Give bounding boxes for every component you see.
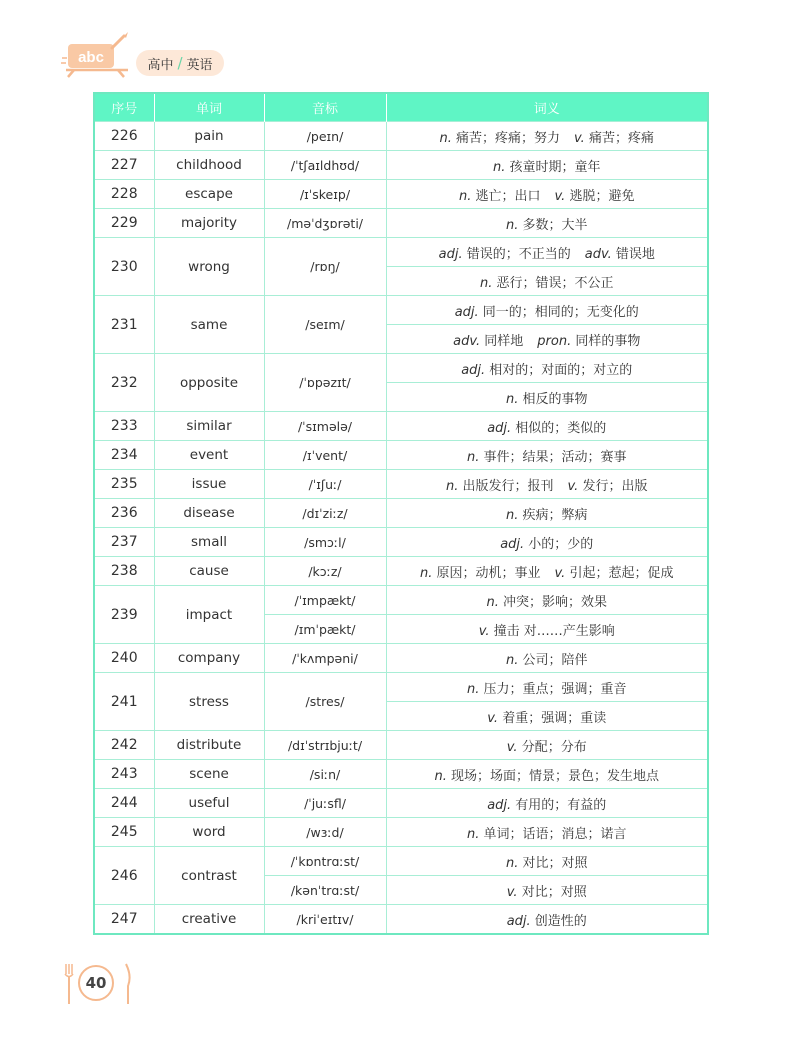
- entry-number: 245: [94, 818, 154, 847]
- entry-number: 231: [94, 296, 154, 354]
- entry-word: childhood: [154, 151, 264, 180]
- table-row: [94, 354, 708, 383]
- table-row: [94, 499, 708, 528]
- part-of-speech: n.: [505, 855, 519, 871]
- meaning-text: 出版发行；报刊: [458, 478, 554, 494]
- entry-word: stress: [154, 673, 264, 731]
- entry-number: 228: [94, 180, 154, 209]
- part-of-speech: v.: [506, 739, 518, 755]
- part-of-speech: v.: [506, 884, 518, 900]
- meaning-text: 同一的；相同的；无变化的: [478, 304, 639, 320]
- part-of-speech: adj.: [487, 797, 512, 813]
- meaning-text: 单词；话语；消息；诺言: [479, 826, 627, 842]
- entry-meaning: [386, 528, 708, 557]
- entry-meaning: [386, 586, 708, 615]
- entry-phonetic: /rɒŋ/: [264, 238, 386, 296]
- meaning-text: 疾病；弊病: [518, 507, 588, 523]
- entry-number: 244: [94, 789, 154, 818]
- part-of-speech: n.: [439, 130, 452, 146]
- table-row: [94, 586, 708, 615]
- entry-number: 233: [94, 412, 154, 441]
- part-of-speech: adj.: [500, 536, 525, 552]
- table-row: [94, 760, 708, 789]
- entry-word: similar: [154, 412, 264, 441]
- entry-meaning: [386, 296, 708, 325]
- entry-phonetic: /dɪˈstrɪbjuːt/: [264, 731, 386, 760]
- entry-number: 242: [94, 731, 154, 760]
- table-row: [94, 673, 708, 702]
- entry-meaning: [386, 644, 708, 673]
- entry-word: pain: [154, 122, 264, 151]
- entry-number: 241: [94, 673, 154, 731]
- table-row: [94, 180, 708, 209]
- part-of-speech: n.: [446, 478, 459, 494]
- entry-phonetic: /stres/: [264, 673, 386, 731]
- entry-word: useful: [154, 789, 264, 818]
- meaning-text: 错误地: [611, 246, 655, 262]
- table-row: [94, 412, 708, 441]
- table-header-row: [94, 93, 708, 122]
- entry-meaning: [386, 180, 708, 209]
- meaning-text: 同样地: [480, 333, 524, 349]
- part-of-speech: n.: [505, 391, 519, 407]
- table-row: [94, 818, 708, 847]
- part-of-speech: v.: [478, 623, 490, 639]
- entry-word: majority: [154, 209, 264, 238]
- entry-word: same: [154, 296, 264, 354]
- entry-word: cause: [154, 557, 264, 586]
- part-of-speech: n.: [420, 565, 433, 581]
- part-of-speech: n.: [466, 449, 480, 465]
- entry-phonetic: /ˈkʌmpəni/: [264, 644, 386, 673]
- entry-phonetic: /ˈɪmpækt/: [264, 586, 386, 615]
- entry-phonetic: /smɔːl/: [264, 528, 386, 557]
- entry-meaning: [386, 267, 708, 296]
- entry-meaning: [386, 731, 708, 760]
- vocabulary-table: [93, 92, 709, 935]
- entry-phonetic: /peɪn/: [264, 122, 386, 151]
- part-of-speech: n.: [505, 507, 519, 523]
- entry-meaning: [386, 557, 708, 586]
- entry-word: disease: [154, 499, 264, 528]
- part-of-speech: adv.: [584, 246, 612, 262]
- entry-word: scene: [154, 760, 264, 789]
- entry-word: opposite: [154, 354, 264, 412]
- entry-phonetic: /ɪmˈpækt/: [264, 615, 386, 644]
- entry-meaning: [386, 412, 708, 441]
- entry-word: issue: [154, 470, 264, 499]
- entry-meaning: [386, 325, 708, 354]
- part-of-speech: n.: [505, 217, 519, 233]
- table-row: [94, 789, 708, 818]
- entry-number: 237: [94, 528, 154, 557]
- part-of-speech: adj.: [487, 420, 512, 436]
- entry-meaning: [386, 383, 708, 412]
- meaning-text: 压力；重点；强调；重音: [479, 681, 627, 697]
- entry-phonetic: /ɪˈskeɪp/: [264, 180, 386, 209]
- entry-phonetic: /ˈjuːsfl/: [264, 789, 386, 818]
- table-row: [94, 470, 708, 499]
- subject-label: 英语: [186, 57, 213, 73]
- entry-word: wrong: [154, 238, 264, 296]
- part-of-speech: n.: [505, 652, 519, 668]
- entry-phonetic: /seɪm/: [264, 296, 386, 354]
- table-row: [94, 122, 708, 151]
- meaning-text: 对比；对照: [518, 855, 588, 871]
- part-of-speech: adj.: [454, 304, 479, 320]
- col-header-word: 单词: [154, 93, 264, 122]
- part-of-speech: v.: [487, 710, 499, 726]
- entry-phonetic: /ˈɒpəzɪt/: [264, 354, 386, 412]
- entry-phonetic: /kriˈeɪtɪv/: [264, 905, 386, 935]
- table-row: [94, 441, 708, 470]
- entry-word: distribute: [154, 731, 264, 760]
- entry-number: 234: [94, 441, 154, 470]
- entry-word: contrast: [154, 847, 264, 905]
- entry-meaning: [386, 441, 708, 470]
- slash-separator: /: [177, 54, 183, 72]
- entry-meaning: [386, 876, 708, 905]
- level-label: 高中: [147, 57, 174, 73]
- meaning-text: 小的；少的: [524, 536, 594, 552]
- meaning-text: 事件；结果；活动；赛事: [479, 449, 627, 465]
- table-row: [94, 528, 708, 557]
- entry-meaning: [386, 122, 708, 151]
- part-of-speech: n.: [459, 188, 472, 204]
- entry-number: 236: [94, 499, 154, 528]
- meaning-text: 发行；出版: [578, 478, 648, 494]
- entry-meaning: [386, 238, 708, 267]
- meaning-text: 原因；动机；事业: [432, 565, 541, 581]
- entry-word: company: [154, 644, 264, 673]
- meaning-text: 错误的；不正当的: [462, 246, 571, 262]
- meaning-text: 孩童时期；童年: [505, 159, 601, 175]
- part-of-speech: n.: [486, 594, 499, 610]
- col-header-phonetic: 音标: [264, 93, 386, 122]
- table-row: [94, 209, 708, 238]
- meaning-text: 相对的；对面的；对立的: [485, 362, 633, 378]
- entry-meaning: [386, 818, 708, 847]
- meaning-text: 同样的事物: [571, 333, 641, 349]
- entry-word: small: [154, 528, 264, 557]
- part-of-speech: v.: [554, 188, 566, 204]
- entry-meaning: [386, 354, 708, 383]
- meaning-text: 引起；惹起；促成: [565, 565, 674, 581]
- part-of-speech: pron.: [537, 333, 572, 349]
- part-of-speech: v.: [574, 130, 585, 146]
- entry-word: word: [154, 818, 264, 847]
- part-of-speech: n.: [466, 826, 480, 842]
- meaning-text: 相反的事物: [518, 391, 588, 407]
- entry-phonetic: /ɪˈvent/: [264, 441, 386, 470]
- entry-phonetic: /ˈsɪmələ/: [264, 412, 386, 441]
- entry-phonetic: /wɜːd/: [264, 818, 386, 847]
- meaning-text: 痛苦；疼痛；努力: [451, 130, 561, 146]
- section-badge: [136, 50, 224, 76]
- logo-text: abc: [78, 49, 104, 66]
- entry-meaning: [386, 615, 708, 644]
- entry-number: 243: [94, 760, 154, 789]
- part-of-speech: adj.: [506, 913, 531, 929]
- entry-phonetic: /ˈɪʃuː/: [264, 470, 386, 499]
- meaning-text: 相似的；类似的: [511, 420, 607, 436]
- entry-number: 240: [94, 644, 154, 673]
- table-row: [94, 151, 708, 180]
- meaning-text: 痛苦；疼痛: [584, 130, 654, 146]
- part-of-speech: n.: [492, 159, 506, 175]
- entry-number: 232: [94, 354, 154, 412]
- entry-meaning: [386, 702, 708, 731]
- part-of-speech: n.: [479, 275, 493, 291]
- entry-meaning: [386, 847, 708, 876]
- entry-number: 239: [94, 586, 154, 644]
- table-row: [94, 847, 708, 876]
- entry-number: 229: [94, 209, 154, 238]
- part-of-speech: v.: [554, 565, 566, 581]
- part-of-speech: n.: [434, 768, 447, 784]
- entry-number: 247: [94, 905, 154, 935]
- entry-meaning: [386, 789, 708, 818]
- col-header-meaning: 词义: [386, 93, 708, 122]
- entry-phonetic: /ˈkɒntrɑːst/: [264, 847, 386, 876]
- part-of-speech: v.: [567, 478, 579, 494]
- table-row: [94, 238, 708, 267]
- part-of-speech: adj.: [438, 246, 463, 262]
- meaning-text: 公司；陪伴: [518, 652, 588, 668]
- entry-word: event: [154, 441, 264, 470]
- entry-meaning: [386, 470, 708, 499]
- entry-number: 235: [94, 470, 154, 499]
- entry-number: 230: [94, 238, 154, 296]
- entry-phonetic: /siːn/: [264, 760, 386, 789]
- meaning-text: 着重；强调；重读: [498, 710, 607, 726]
- col-header-index: 序号: [94, 93, 154, 122]
- entry-word: escape: [154, 180, 264, 209]
- abc-logo-icon: [58, 30, 132, 78]
- entry-phonetic: /dɪˈziːz/: [264, 499, 386, 528]
- meaning-text: 分配；分布: [517, 739, 587, 755]
- meaning-text: 对比；对照: [517, 884, 587, 900]
- table-body: [94, 122, 708, 935]
- entry-meaning: [386, 151, 708, 180]
- meaning-text: 恶行；错误；不公正: [492, 275, 614, 291]
- meaning-text: 冲突；影响；效果: [498, 594, 607, 610]
- entry-number: 226: [94, 122, 154, 151]
- entry-word: impact: [154, 586, 264, 644]
- meaning-text: 逃亡；出口: [471, 188, 541, 204]
- entry-phonetic: /kɔːz/: [264, 557, 386, 586]
- meaning-text: 有用的；有益的: [511, 797, 607, 813]
- meaning-text: 逃脱；避免: [565, 188, 635, 204]
- meaning-text: 撞击 对……产生影响: [489, 623, 615, 639]
- part-of-speech: adv.: [453, 333, 481, 349]
- meaning-text: 现场；场面；情景；景色；发生地点: [446, 768, 659, 784]
- entry-word: creative: [154, 905, 264, 935]
- entry-number: 227: [94, 151, 154, 180]
- entry-meaning: [386, 209, 708, 238]
- entry-meaning: [386, 760, 708, 789]
- entry-number: 246: [94, 847, 154, 905]
- table-row: [94, 644, 708, 673]
- table-row: [94, 731, 708, 760]
- entry-meaning: [386, 499, 708, 528]
- table-row: [94, 296, 708, 325]
- entry-phonetic: /kənˈtrɑːst/: [264, 876, 386, 905]
- entry-meaning: [386, 905, 708, 935]
- meaning-text: 创造性的: [530, 913, 587, 929]
- entry-phonetic: /ˈtʃaɪldhʊd/: [264, 151, 386, 180]
- table-row: [94, 905, 708, 935]
- meaning-text: 多数；大半: [518, 217, 588, 233]
- part-of-speech: adj.: [461, 362, 486, 378]
- page-number: 40: [78, 965, 114, 1001]
- entry-phonetic: /məˈdʒɒrəti/: [264, 209, 386, 238]
- entry-number: 238: [94, 557, 154, 586]
- entry-meaning: [386, 673, 708, 702]
- table-row: [94, 557, 708, 586]
- part-of-speech: n.: [466, 681, 480, 697]
